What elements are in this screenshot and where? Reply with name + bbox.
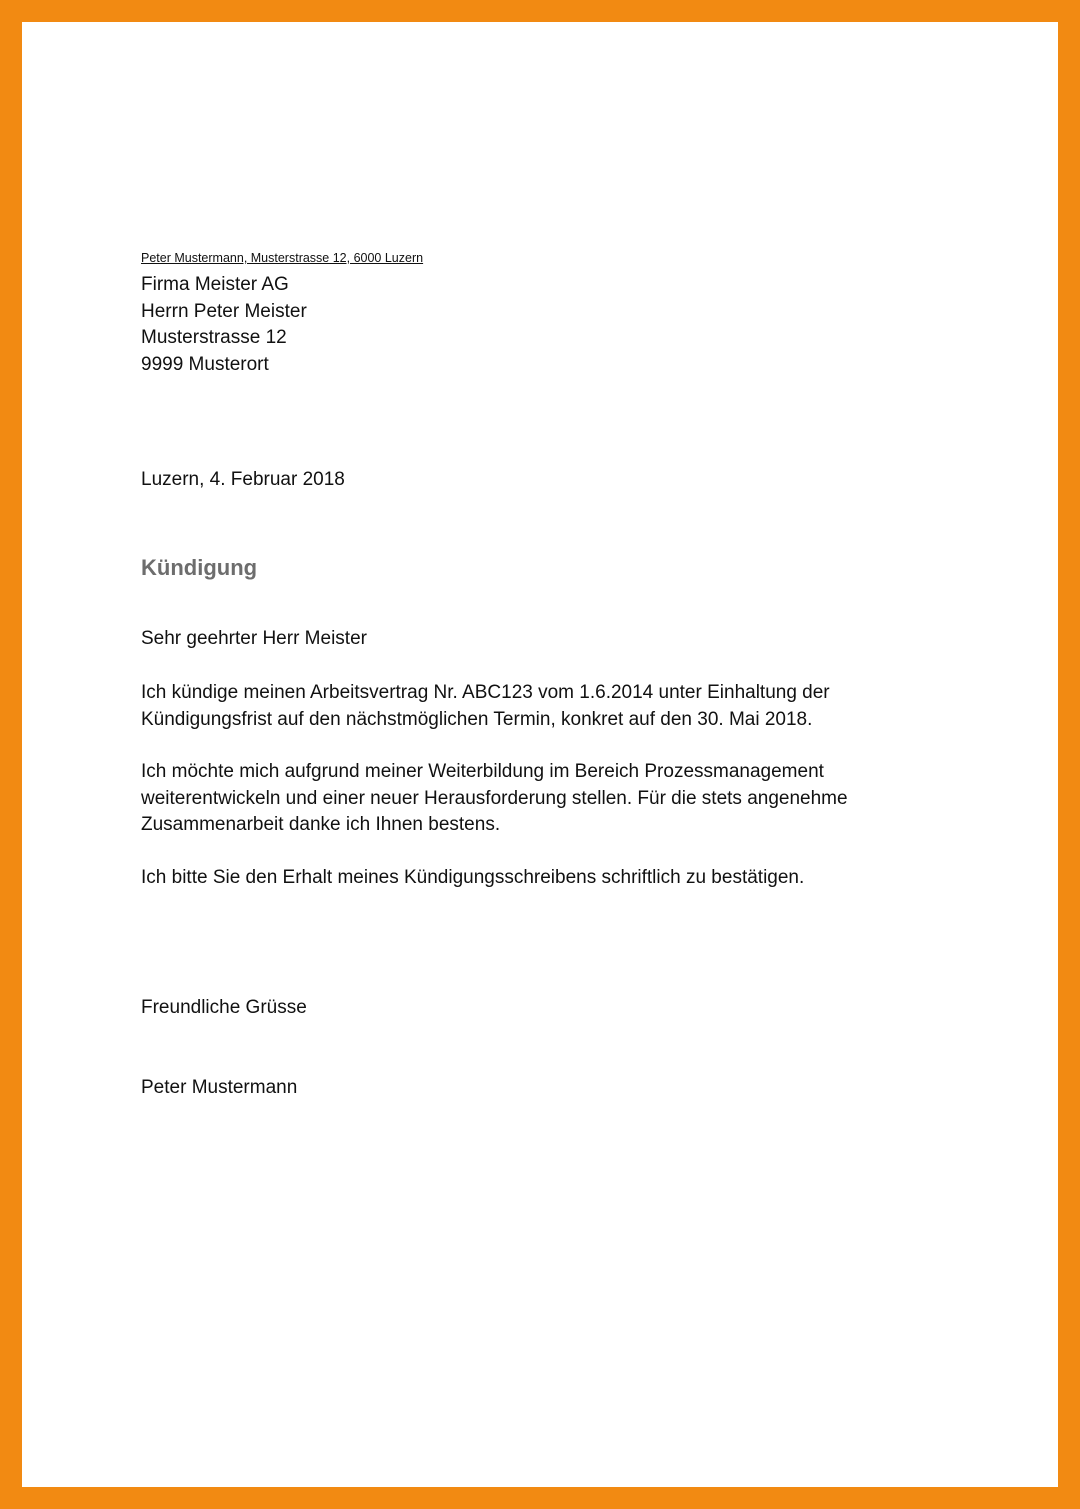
letter-salutation: Sehr geehrter Herr Meister [141, 628, 367, 649]
recipient-person: Herrn Peter Meister [141, 300, 307, 322]
paragraph-line: Ich möchte mich aufgrund meiner Weiterbildung im Bereich Prozessmanagement [141, 761, 824, 782]
letter-signature: Peter Mustermann [141, 1077, 298, 1098]
paragraph-termination [141, 680, 830, 733]
letter-page [22, 22, 1058, 1487]
paragraph-reason [141, 759, 848, 839]
letter-date: Luzern, 4. Februar 2018 [141, 469, 345, 490]
recipient-street: Musterstrasse 12 [141, 327, 287, 348]
recipient-company: Firma Meister AG [141, 274, 289, 295]
letter-subject: Kündigung [141, 555, 258, 580]
recipient-city: 9999 Musterort [141, 353, 269, 375]
paragraph-confirmation [141, 865, 804, 892]
sender-address-line: Peter Mustermann, Musterstrasse 12, 6000 Luzern [141, 251, 424, 265]
paragraph-line: Ich bitte Sie den Erhalt meines Kündigungsschreibens schriftlich zu bestätigen. [141, 867, 805, 888]
paragraph-line: Ich kündige meinen Arbeitsvertrag Nr. ABC123 vom 1.6.2014 unter Einhaltung der [141, 682, 830, 703]
recipient-address [141, 272, 307, 378]
paragraph-line: Kündigungsfrist auf den nächstmöglichen Termin, konkret auf den 30. Mai 2018. [141, 708, 813, 730]
paragraph-line: weiterentwickeln und einer neuer Herausforderung stellen. Für die stets angenehme [141, 787, 848, 809]
paragraph-line: Zusammenarbeit danke ich Ihnen bestens. [141, 814, 501, 835]
letter-closing: Freundliche Grüsse [141, 997, 307, 1018]
